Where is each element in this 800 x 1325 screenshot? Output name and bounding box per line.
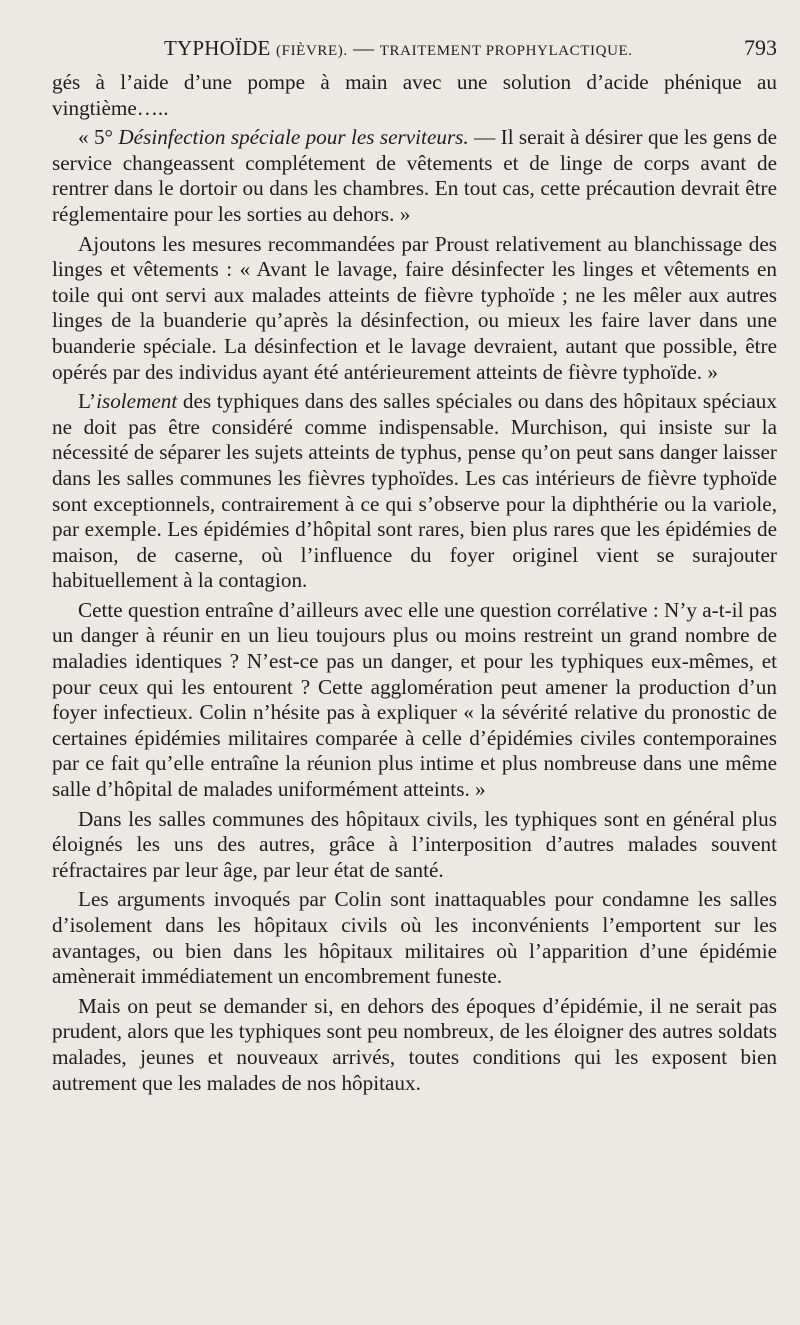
paragraph-isolement xyxy=(52,389,777,594)
paragraph-colin-arguments: Les arguments invoqués par Colin sont inattaquables pour condamne les salles d’isolement dans les hôpitaux civils où les inconvénients l’emportent sur les avantages, ou bien dans les hôpitaux militaires où l’apparition d’une épidémie amènerait immédiatement un encombrement funeste. xyxy=(52,887,777,989)
paragraph-isolement-prefix: L’ xyxy=(78,389,97,414)
paragraph-servants-disinfection xyxy=(52,125,777,227)
paragraph-servants-body: — Il serait à désirer que les gens de service changeassent complétement de vêtements et de linge de corps avant de rentrer dans le dortoir ou dans les chambres. En tout cas, cette précaution devrait être réglementaire pour les sorties au dehors. » xyxy=(52,125,777,226)
page-header xyxy=(52,32,777,64)
running-head-section: TRAITEMENT PROPHYLACTIQUE. xyxy=(379,43,633,59)
running-head-dash: — xyxy=(347,36,380,60)
body-text xyxy=(52,70,777,1096)
paragraph-isolement-term: isolement xyxy=(96,389,178,414)
paragraph-isolement-body: des typhiques dans des salles spéciales ou dans des hôpitaux spéciaux ne doit pas être considéré comme indispensable. Murchison, qui insiste sur la nécessité de séparer les sujets atteints de typhus, pense qu’on peut sans danger laisser dans les salles communes les fièvres typhoïdes. Les cas intérieurs de fièvre typhoïde sont exceptionnels, contrairement à ce qui s’observe pour la diphthérie ou la variole, par exemple. Les épidémies d’hôpital sont rares, bien plus rares que les épidémies de maison, de caserne, où l’influence du foyer originel vient se surajouter habituellement à la contagion. xyxy=(52,389,777,593)
paragraph-proust-laundry: Ajoutons les mesures recommandées par Proust relativement au blanchissage des linges et vêtements : « Avant le lavage, faire désinfecter les linges et vêtements en toile qui ont servi aux malades atteints de fièvre typhoïde ; ne les mêler aux autres linges de la buanderie qu’après la désinfection, ou mieux les faire laver dans une buanderie spéciale. La désinfection et le lavage devraient, autant que possible, être opérés par des individus ayant été antérieurement atteints de fièvre typhoïde. » xyxy=(52,231,777,384)
page-number: 793 xyxy=(744,35,777,60)
paragraph-civil-hospitals: Dans les salles communes des hôpitaux civils, les typhiques sont en général plus éloignés les uns des autres, grâce à l’interposition d’autres malades souvent réfractaires par leur âge, par leur état de santé. xyxy=(52,806,777,882)
running-head-subtitle: (FIÈVRE). xyxy=(276,43,348,59)
paragraph-soldiers: Mais on peut se demander si, en dehors des époques d’épidémie, il ne serait pas prudent, alors que les typhiques sont peu nombreux, de les éloigner des autres soldats malades, jeunes et nouveaux arrivés, toutes conditions qui les exposent bien autrement que les malades de nos hôpitaux. xyxy=(52,993,777,1095)
paragraph-correlative-question: Cette question entraîne d’ailleurs avec elle une question corrélative : N’y a-t-il pas un danger à réunir en un lieu toujours plus ou moins restreint un grand nombre de maladies identiques ? N’est-ce pas un danger, et pour les typhiques eux-mêmes, et pour ceux qui les entourent ? Cette agglomération peut amener la production d’un foyer infectieux. Colin n’hésite pas à expliquer « la sévérité relative du pronostic de certaines épidémies militaires comparée à celle d’épidémies civiles contemporaines par ce fait qu’elle entraîne la réunion plus intime et plus nombreuse dans une même salle d’hôpital de malades uniformément atteints. » xyxy=(52,597,777,802)
running-head xyxy=(164,32,633,67)
paragraph-servants-heading: Désinfection spéciale pour les serviteurs. xyxy=(118,125,469,150)
paragraph-continuation: gés à l’aide d’une pompe à main avec une solution d’acide phénique au vingtième….. xyxy=(52,70,777,120)
running-head-title: TYPHOÏDE xyxy=(164,36,271,60)
paragraph-servants-prefix: « 5° xyxy=(78,125,119,150)
